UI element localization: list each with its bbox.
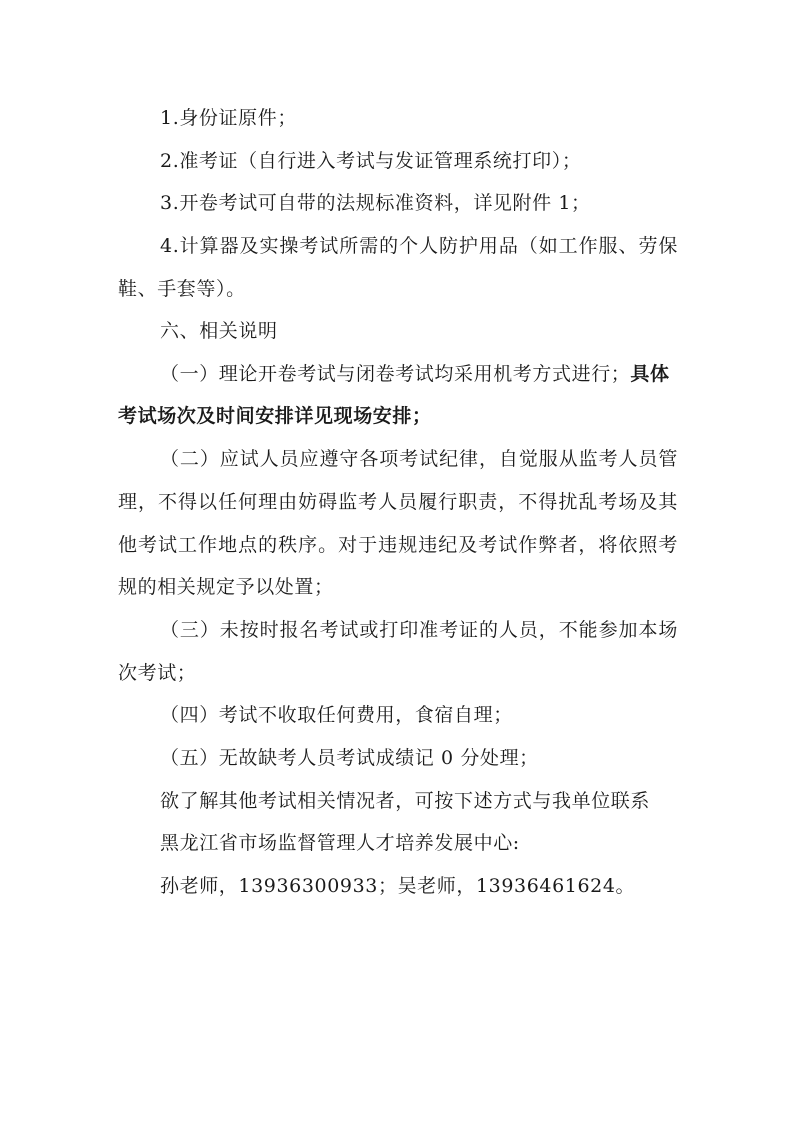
note-1-line-1 xyxy=(160,361,680,387)
note-2-line-4: 规的相关规定予以处置； xyxy=(118,576,334,598)
note-4: （四）考试不收取任何费用，食宿自理； xyxy=(160,704,513,726)
note-3-line-2: 次考试； xyxy=(118,662,197,684)
section-title: 六、相关说明 xyxy=(160,320,278,342)
contact-people: 孙老师，13936300933；吴老师，13936461624。 xyxy=(160,875,636,897)
note-3-line-1: （三）未按时报名考试或打印准考证的人员，不能参加本场 xyxy=(160,619,678,641)
requirement-item-2: 2.准考证（自行进入考试与发证管理系统打印）； xyxy=(160,150,582,172)
requirement-item-4-cont: 鞋、手套等）。 xyxy=(118,278,246,300)
note-1-line-2: 考试场次及时间安排详见现场安排； xyxy=(118,405,432,427)
note-2-line-1: （二）应试人员应遵守各项考试纪律，自觉服从监考人员管 xyxy=(160,448,678,470)
contact-organization: 黑龙江省市场监督管理人才培养发展中心: xyxy=(160,832,520,854)
requirement-item-3: 3.开卷考试可自带的法规标准资料，详见附件 1； xyxy=(160,192,591,214)
contact-intro: 欲了解其他考试相关情况者，可按下述方式与我单位联系 xyxy=(160,790,651,812)
note-5: （五）无故缺考人员考试成绩记 0 分处理； xyxy=(160,747,539,769)
note-2-line-3: 他考试工作地点的秩序。对于违规违纪及考试作弊者，将依照考 xyxy=(118,534,678,556)
note-1-text: （一）理论开卷考试与闭卷考试均采用机考方式进行； xyxy=(160,363,631,385)
note-1-bold-text: 具体 xyxy=(630,363,670,385)
note-2-line-2: 理，不得以任何理由妨碍监考人员履行职责，不得扰乱考场及其 xyxy=(118,491,678,513)
requirement-item-1: 1.身份证原件； xyxy=(160,107,297,129)
requirement-item-4: 4.计算器及实操考试所需的个人防护用品（如工作服、劳保 xyxy=(160,235,678,257)
